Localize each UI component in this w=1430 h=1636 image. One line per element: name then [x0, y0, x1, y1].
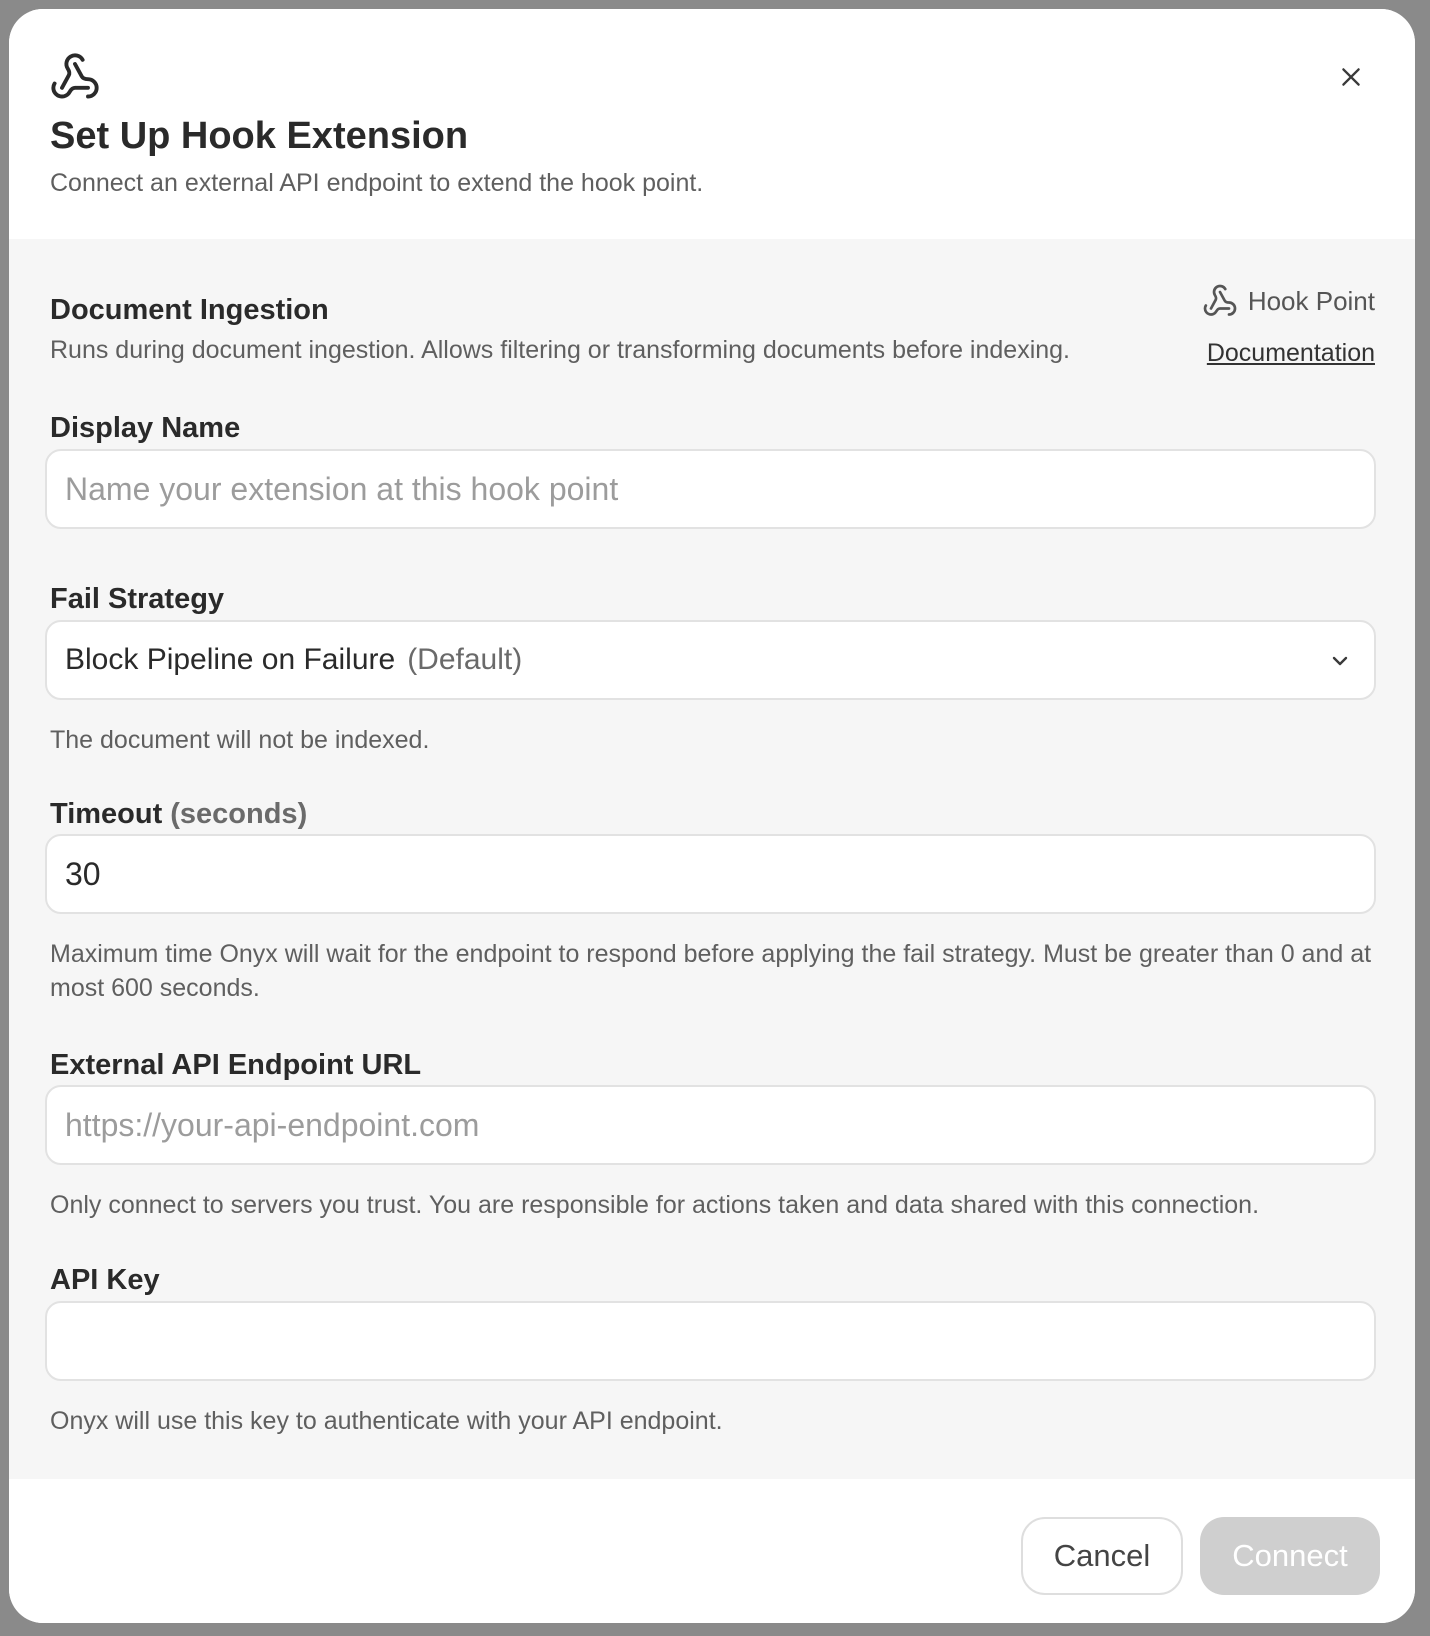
dialog-body	[9, 239, 1415, 1479]
api-key-field-box	[45, 1301, 1376, 1381]
dialog-subtitle: Connect an external API endpoint to extend the hook point.	[50, 169, 704, 197]
dialog-footer	[9, 1479, 1415, 1623]
close-icon	[1338, 64, 1364, 90]
documentation-link[interactable]: Documentation	[1206, 339, 1375, 367]
endpoint-url-input[interactable]	[47, 1087, 1374, 1163]
endpoint-url-label: External API Endpoint URL	[50, 1049, 422, 1081]
fail-strategy-default-tag: (Default)	[407, 643, 523, 676]
setup-hook-dialog	[9, 9, 1415, 1623]
fail-strategy-label: Fail Strategy	[50, 583, 225, 615]
api-key-label: API Key	[50, 1264, 160, 1296]
hook-point-badge	[1202, 283, 1375, 319]
dialog-title: Set Up Hook Extension	[50, 115, 469, 157]
endpoint-url-field-box	[45, 1085, 1376, 1165]
dialog-header	[9, 9, 1415, 239]
timeout-label-unit: (seconds)	[170, 798, 308, 830]
fail-strategy-help: The document will not be indexed.	[50, 726, 430, 754]
chevron-down-icon	[1328, 649, 1352, 673]
timeout-field-box	[45, 834, 1376, 914]
hook-point-badge-label: Hook Point	[1247, 285, 1375, 316]
timeout-label	[50, 798, 307, 831]
endpoint-url-help: Only connect to servers you trust. You are responsible for actions taken and data shared with this connection.	[50, 1191, 1260, 1219]
display-name-input[interactable]	[47, 451, 1374, 527]
fail-strategy-selected-value: Block Pipeline on Failure	[65, 643, 396, 676]
display-name-label: Display Name	[50, 412, 241, 444]
webhook-icon	[49, 51, 101, 103]
timeout-input[interactable]	[47, 836, 1374, 912]
connect-button[interactable]: Connect	[1200, 1517, 1380, 1595]
api-key-input[interactable]	[47, 1303, 1374, 1379]
hook-point-description: Runs during document ingestion. Allows filtering or transforming documents before indexing.	[50, 336, 1070, 364]
cancel-button[interactable]: Cancel	[1021, 1517, 1183, 1595]
webhook-icon	[1202, 283, 1238, 319]
timeout-help: Maximum time Onyx will wait for the endpoint to respond before applying the fail strategy. Must be greater than 0 and at most 600 seconds.	[50, 940, 1372, 1002]
fail-strategy-select[interactable]	[45, 620, 1376, 700]
timeout-label-text: Timeout	[50, 798, 163, 830]
api-key-help: Onyx will use this key to authenticate with your API endpoint.	[50, 1407, 723, 1435]
close-button[interactable]	[1331, 57, 1371, 97]
display-name-field-box	[45, 449, 1376, 529]
hook-point-name: Document Ingestion	[50, 294, 329, 326]
